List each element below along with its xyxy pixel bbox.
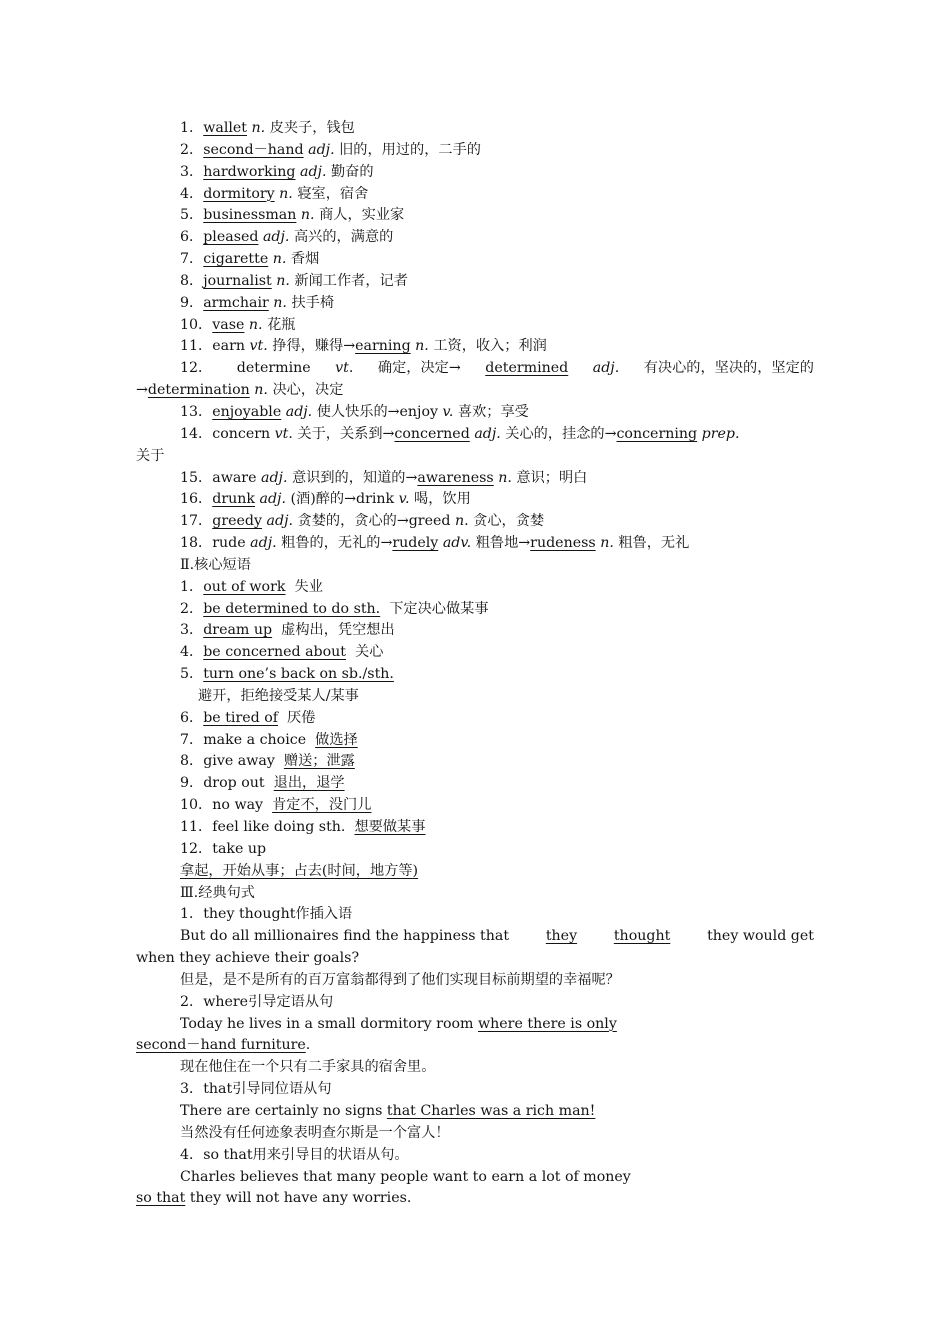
vocabulary-list <box>0 118 950 336</box>
item-number: 2． <box>180 600 204 617</box>
definition: 寝室，宿舍 <box>297 185 369 202</box>
part-of-speech: adj. <box>308 141 335 158</box>
answer-blank: concerned <box>394 425 470 442</box>
item-number: 9． <box>180 775 204 792</box>
item-number: 9． <box>180 294 204 311</box>
vocab-item <box>0 271 950 293</box>
vocab-item <box>0 184 950 206</box>
answer-blank: awareness <box>417 469 494 486</box>
answer-blank: wallet <box>203 120 247 136</box>
definition: 失业 <box>294 578 323 595</box>
answer-blank: concerning <box>616 425 698 442</box>
vocab-item-15: 15．aware adj. 意识到的，知道的→awareness n. 意识；明白 <box>180 469 588 486</box>
definition: 扶手椅 <box>291 294 335 311</box>
answer-blank: drunk <box>212 491 255 508</box>
answer-blank: armchair <box>203 294 269 311</box>
phrase-item-5: 5．turn one’s back on sb./sth. <box>180 666 394 683</box>
item-number: 4． <box>180 644 204 661</box>
answer-blank: greedy <box>212 513 263 530</box>
vocab-item-12: 12． determine vt. 确定，决定→ determined adj. 有决心的，坚决的，坚定的 <box>0 358 950 380</box>
phrase-item <box>0 642 950 664</box>
section-heading-phrases: Ⅱ.核心短语 <box>180 556 251 573</box>
sentence-2-chinese: 现在他住在一个只有二手家具的宿舍里。 <box>180 1059 436 1076</box>
answer-blank: hardworking <box>203 163 296 180</box>
item-number: 7． <box>180 731 204 748</box>
sentence-1-english: But do all millionaires find the happiness that they thought they would get <box>0 926 950 948</box>
vocab-item <box>0 140 950 162</box>
answer-blank: 赠送；泄露 <box>283 753 355 770</box>
phrase-item <box>0 599 950 621</box>
worksheet-page <box>0 118 950 1210</box>
answer-blank: be concerned about <box>203 644 347 661</box>
vocab-item-13: 13．enjoyable adj. 使人快乐的→enjoy v. 喜欢；享受 <box>180 403 529 420</box>
vocab-item-16: 16．drunk adj. (酒)醉的→drink v. 喝，饮用 <box>180 491 471 508</box>
answer-blank: journalist <box>203 272 272 289</box>
answer-blank: out of work <box>203 578 286 595</box>
phrase-item <box>0 620 950 642</box>
vocab-item-12-cont: →determination n. 决心，决定 <box>136 382 344 399</box>
phrase-text: feel like doing sth. <box>212 819 346 835</box>
definition: 新闻工作者，记者 <box>294 272 408 289</box>
phrase-item <box>0 795 950 817</box>
part-of-speech: n. <box>279 185 293 202</box>
phrase-list-b <box>0 730 950 839</box>
answer-blank: earning <box>355 338 411 355</box>
item-number: 5． <box>180 207 204 224</box>
vocab-item-11: 11．earn vt. 挣得，赚得→earning n. 工资，收入；利润 <box>180 338 547 355</box>
phrase-item-12-def <box>0 861 950 883</box>
definition: 香烟 <box>290 251 320 268</box>
sentence-2-english: Today he lives in a small dormitory room where there is only <box>180 1015 617 1032</box>
answer-blank: dormitory <box>203 185 275 202</box>
answer-blank: second－hand furniture <box>136 1037 306 1054</box>
sentence-4-english-cont: so that they will not have any worries. <box>136 1190 412 1207</box>
vocab-item <box>0 227 950 249</box>
phrase-text: make a choice <box>203 731 307 748</box>
answer-blank: where there is only <box>478 1015 617 1032</box>
answer-blank: dream up <box>203 622 273 639</box>
sentence-4-english: Charles believes that many people want to earn a lot of money <box>180 1168 631 1185</box>
definition: 皮夹子，钱包 <box>269 120 355 136</box>
definition: 旧的，用过的，二手的 <box>339 141 481 158</box>
vocab-item-17: 17．greedy adj. 贪婪的，贪心的→greed n. 贪心，贪婪 <box>180 513 545 530</box>
sentence-1-heading: 1．they thought作插入语 <box>180 906 353 923</box>
phrase-item-6: 6．be tired of 厌倦 <box>180 709 316 726</box>
item-number: 10． <box>180 316 213 333</box>
phrase-item <box>0 730 950 752</box>
item-number: 1． <box>180 120 204 136</box>
answer-blank: they <box>545 928 578 945</box>
item-number: 4． <box>180 185 204 202</box>
part-of-speech: n. <box>248 316 263 333</box>
answer-blank: be determined to do sth. <box>203 600 381 617</box>
definition: 商人，实业家 <box>319 207 405 224</box>
part-of-speech: n. <box>300 207 315 224</box>
vocab-item <box>0 162 950 184</box>
vocab-item-18: 18．rude adj. 粗鲁的，无礼的→rudely adv. 粗鲁地→rudeness n. 粗鲁，无礼 <box>180 535 690 552</box>
phrase-item <box>0 817 950 839</box>
answer-blank: 退出，退学 <box>273 775 345 792</box>
answer-blank: determination <box>147 382 250 399</box>
definition: 虚构出，凭空想出 <box>281 622 395 639</box>
item-number: 10． <box>180 797 213 814</box>
section-heading-sentences: Ⅲ.经典句式 <box>180 884 255 901</box>
vocab-item <box>0 118 950 140</box>
phrase-text: give away <box>203 753 275 770</box>
answer-blank: rudeness <box>530 535 596 552</box>
item-number: 2． <box>180 141 204 158</box>
answer-blank: vase <box>212 316 245 333</box>
item-number: 6． <box>180 229 204 246</box>
definition: 高兴的，满意的 <box>293 229 394 246</box>
part-of-speech: n. <box>273 294 287 311</box>
answer-blank: enjoyable <box>212 403 282 420</box>
part-of-speech: n. <box>272 251 287 268</box>
item-number: 11． <box>180 819 213 835</box>
answer-blank: 拿起，开始从事；占去(时间，地方等) <box>180 862 419 879</box>
answer-blank: that Charles was a rich man! <box>386 1102 596 1119</box>
sentence-2-heading: 2．where引导定语从句 <box>180 993 334 1010</box>
item-number: 8． <box>180 272 204 289</box>
phrase-item-12: 12．take up <box>180 840 267 857</box>
part-of-speech: n. <box>251 120 266 136</box>
sentence-1-chinese: 但是，是不是所有的百万富翁都得到了他们实现目标前期望的幸福呢？ <box>180 971 620 988</box>
definition: 花瓶 <box>267 316 296 333</box>
sentence-3-english: There are certainly no signs that Charles was a rich man! <box>180 1102 596 1119</box>
definition: 关心 <box>355 644 384 661</box>
answer-blank: rudely <box>392 535 439 552</box>
item-number: 3． <box>180 163 204 180</box>
answer-blank: so that <box>136 1190 186 1207</box>
sentence-3-chinese: 当然没有任何迹象表明查尔斯是一个富人！ <box>180 1124 450 1141</box>
answer-blank: cigarette <box>203 251 269 268</box>
sentence-4-heading: 4．so that用来引导目的状语从句。 <box>180 1146 409 1163</box>
answer-blank: thought <box>613 928 671 945</box>
sentence-2-english-cont: second－hand furniture. <box>136 1037 311 1054</box>
phrase-list-a <box>0 577 950 664</box>
phrase-text: no way <box>212 797 264 814</box>
part-of-speech: adj. <box>300 163 327 180</box>
answer-blank: determined <box>485 360 569 377</box>
vocab-item <box>0 249 950 271</box>
phrase-item <box>0 773 950 795</box>
vocab-item <box>0 293 950 315</box>
item-number: 7． <box>180 251 204 268</box>
vocab-item-14: 14．concern vt. 关于，关系到→concerned adj. 关心的，挂念的→concerning prep. <box>180 425 740 442</box>
vocab-item <box>0 205 950 227</box>
answer-blank: pleased <box>203 229 259 246</box>
vocab-item <box>0 315 950 337</box>
phrase-item <box>0 751 950 773</box>
vocab-item-14-cont: 关于 <box>136 447 165 464</box>
item-number: 1． <box>180 578 204 595</box>
definition: 勤奋的 <box>330 163 374 180</box>
answer-blank: 想要做某事 <box>354 819 426 835</box>
answer-blank: businessman <box>203 207 297 224</box>
phrase-item <box>0 577 950 599</box>
answer-blank: be tired of <box>203 709 279 726</box>
answer-blank: turn one’s back on sb./sth. <box>203 666 394 683</box>
answer-blank: 肯定不，没门儿 <box>272 797 372 814</box>
answer-blank: second－hand <box>203 141 304 158</box>
item-number: 3． <box>180 622 204 639</box>
part-of-speech: n. <box>276 272 290 289</box>
definition: 下定决心做某事 <box>389 600 489 617</box>
part-of-speech: adj. <box>262 229 290 246</box>
sentence-3-heading: 3．that引导同位语从句 <box>180 1081 332 1098</box>
sentence-1-english-cont: when they achieve their goals? <box>136 950 360 967</box>
item-number: 8． <box>180 753 204 770</box>
phrase-item-5-def: 避开，拒绝接受某人/某事 <box>198 687 359 704</box>
phrase-text: drop out <box>203 775 265 792</box>
answer-blank: 做选择 <box>315 731 358 748</box>
